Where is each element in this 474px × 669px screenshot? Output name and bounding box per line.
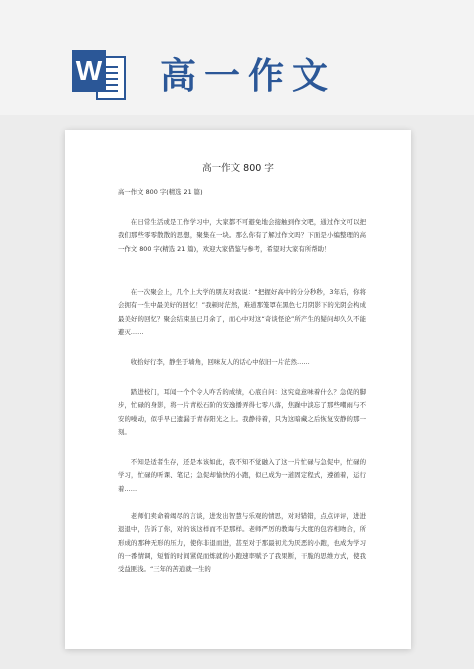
doc-line: [104, 72, 118, 74]
banner-title: 高一作文: [160, 55, 337, 97]
word-letter-badge: W: [72, 50, 106, 92]
paragraph: 不知是适者生存，还是本该如此，我不知不觉融入了这一片忙碌与急促中，忙碌的学习，忙碌的听课、笔记；急促却愉快的小跑，似已成为一道固定程式，遵循着，运行着……: [118, 458, 366, 493]
paragraph: 在日常生活或是工作学习中，大家都不可避免地会接触到作文吧，通过作文可以把我们那些零零散散的思想，聚集在一块。那么你有了解过作文吗？下面是小编整理的高一作文 800 字(精选 21 篇)，欢迎大家借鉴与参考，希望对大家有所帮助！: [118, 218, 366, 253]
header-banner: [0, 0, 474, 115]
paragraph: 老师们卖命着竭尽的言谈，进发出智慧与乐观的情思，对对错错，点点评评，进进退退中，告诉了你，对的该这样而不是那样。老师严厉的教诲与大度的包容相吻合，所形成的那种无形的压力，使你非退而进，甚至对于那最初尤为厌恶的小跑，也成为学习的一番情调，短暂的时间紧促而炼就的小跑速率赋予了我果断，干脆的思维方式，使我受益匪浅。“三年的苦逍就一生的: [118, 512, 366, 574]
doc-line: [104, 84, 118, 86]
paragraph: 在一次聚会上，几个上大学的朋友对我说：“把握好高中的分分秒秒，3年后，你将会拥有一生中最美好的回忆！”我顿时茫然，难道那笼罩在黑色七月阴影下的光阴会构成最美好的回忆？聚会结束虽已月余了，而心中对这“奇谈怪论”所产生的疑问却久久不能避灭……: [118, 288, 366, 336]
doc-line: [104, 66, 118, 68]
word-document-icon: [72, 42, 134, 100]
document-title: 高一作文 800 字: [202, 163, 274, 174]
paragraph: 收拾好行李，静坐于墙角，回味友人的话心中依旧一片茫然……: [130, 358, 310, 366]
doc-line: [104, 78, 118, 80]
document-page: [65, 130, 411, 649]
document-subtitle: 高一作文 800 字(精选 21 篇): [118, 188, 203, 196]
doc-line: [104, 90, 118, 92]
paragraph: 踏进校门，耳闻一个个令人咋舌的成绩，心底自问：这究竟意味着什么？急促的脚步，忙碌的身影，将一片青松石阶的安逸播弄得七零八落，焦躁中淡忘了那些嘲雨与不安的噪动，似乎早已遗漏于青春阳光之上。我静待着，只为这暗藏之后恢复安静的那一刻。: [118, 388, 366, 436]
